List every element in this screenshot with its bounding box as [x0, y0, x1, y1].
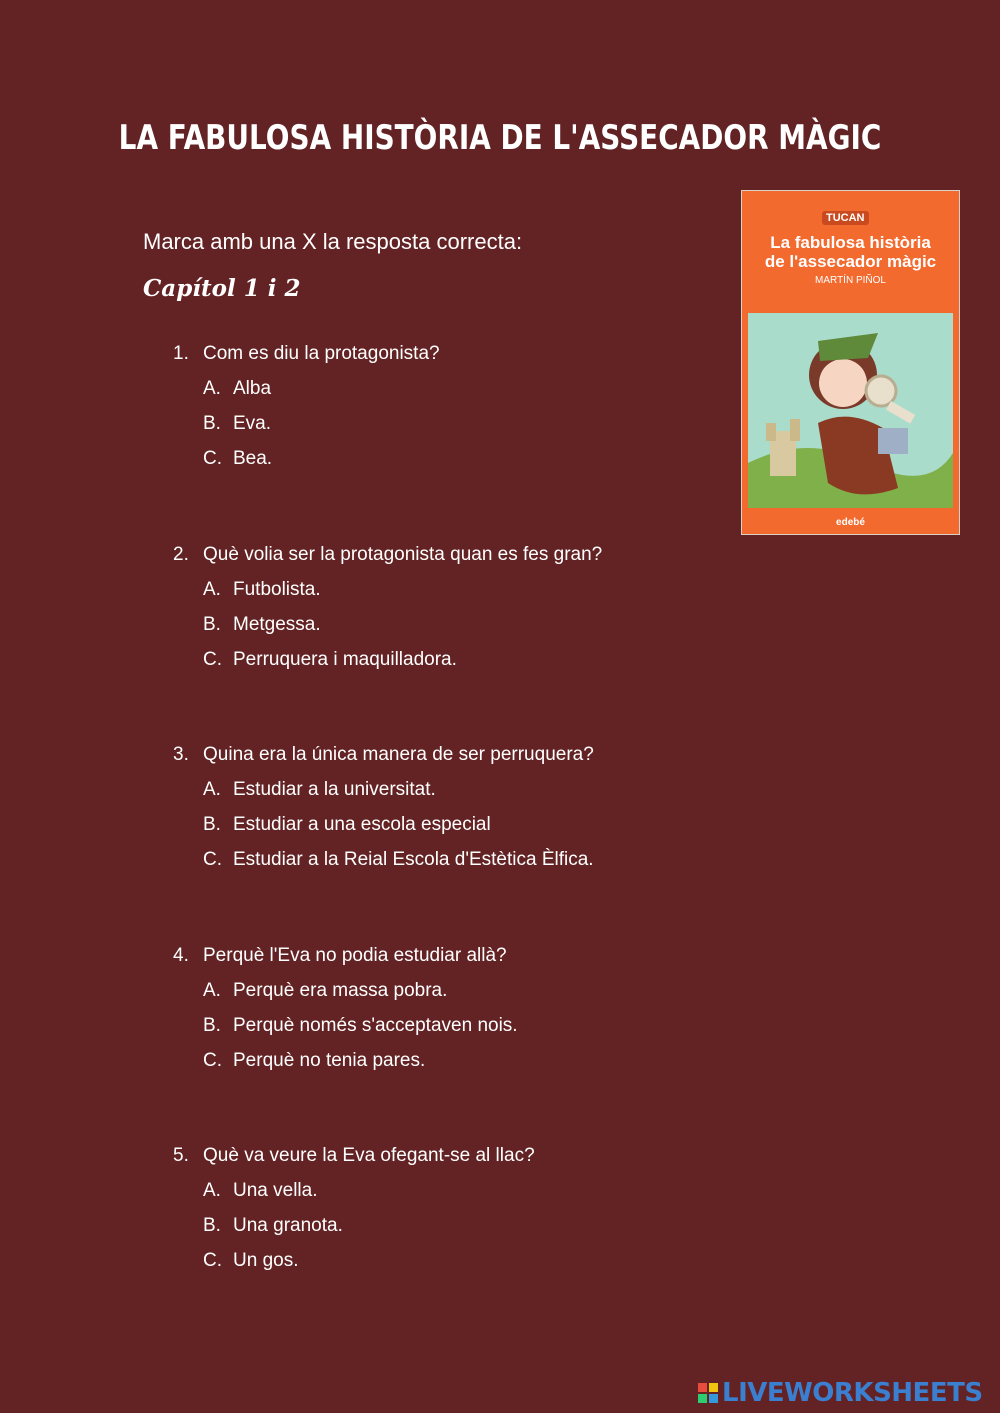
cover-title-line-2: de l'assecador màgic — [764, 252, 937, 271]
option-c[interactable] — [173, 441, 733, 476]
option-a[interactable] — [173, 973, 733, 1008]
chapter-heading: Capítol 1 i 2 — [143, 275, 301, 302]
option-letter: C. — [203, 1250, 222, 1271]
option-letter: A. — [203, 378, 221, 399]
option-text: Perquè només s'acceptaven nois. — [233, 1015, 518, 1036]
question-label: Què volia ser la protagonista quan es fes gran? — [203, 544, 603, 565]
question-number: 5. — [173, 1145, 189, 1166]
question-text — [173, 336, 733, 371]
option-text: Perquè era massa pobra. — [233, 980, 448, 1001]
option-c[interactable] — [173, 1043, 733, 1078]
option-letter: C. — [203, 849, 222, 870]
question-1 — [173, 336, 733, 476]
option-text: Una granota. — [233, 1215, 343, 1236]
option-a[interactable] — [173, 572, 733, 607]
cover-face — [819, 359, 867, 407]
option-b[interactable] — [173, 1208, 733, 1243]
option-letter: A. — [203, 579, 221, 600]
liveworksheets-logo-icon — [698, 1383, 718, 1403]
option-letter: B. — [203, 814, 221, 835]
option-c[interactable] — [173, 1243, 733, 1278]
option-a[interactable] — [173, 1173, 733, 1208]
cover-apron — [878, 428, 908, 454]
question-number: 2. — [173, 544, 189, 565]
cover-illustration — [748, 313, 953, 508]
question-label: Quina era la única manera de ser perruquera? — [203, 744, 594, 765]
book-cover — [741, 190, 960, 535]
option-letter: C. — [203, 448, 222, 469]
option-letter: A. — [203, 1180, 221, 1201]
option-a[interactable] — [173, 772, 733, 807]
option-letter: B. — [203, 1215, 221, 1236]
option-letter: C. — [203, 1050, 222, 1071]
question-4 — [173, 938, 733, 1078]
worksheet-title: LA FABULOSA HISTÒRIA DE L'ASSECADOR MÀGIC — [118, 118, 882, 158]
cover-title-line-1: La fabulosa història — [770, 233, 931, 252]
option-c[interactable] — [173, 642, 733, 677]
cover-castle-tower — [766, 423, 776, 441]
option-text: Perquè no tenia pares. — [233, 1050, 426, 1071]
option-letter: A. — [203, 980, 221, 1001]
cover-publisher: edebé — [836, 517, 865, 528]
question-text — [173, 737, 733, 772]
question-2 — [173, 537, 733, 677]
question-label: Com es diu la protagonista? — [203, 343, 440, 364]
question-number: 1. — [173, 343, 189, 364]
question-label: Perquè l'Eva no podia estudiar allà? — [203, 945, 507, 966]
question-label: Què va veure la Eva ofegant-se al llac? — [203, 1145, 535, 1166]
option-letter: B. — [203, 413, 221, 434]
question-text — [173, 1138, 733, 1173]
option-text: Metgessa. — [233, 614, 321, 635]
option-text: Perruquera i maquilladora. — [233, 649, 457, 670]
cover-castle-tower — [790, 419, 800, 441]
liveworksheets-watermark — [698, 1378, 983, 1408]
option-text: Bea. — [233, 448, 273, 469]
option-letter: C. — [203, 649, 222, 670]
option-a[interactable] — [173, 371, 733, 406]
option-b[interactable] — [173, 607, 733, 642]
publisher-logo: TUCAN — [822, 211, 869, 225]
option-text: Futbolista. — [233, 579, 321, 600]
option-b[interactable] — [173, 406, 733, 441]
option-text: Una vella. — [233, 1180, 318, 1201]
question-3 — [173, 737, 733, 877]
option-text: Alba — [233, 378, 272, 399]
question-text — [173, 537, 733, 572]
option-letter: A. — [203, 779, 221, 800]
option-text: Un gos. — [233, 1250, 299, 1271]
watermark-text: LIVEWORKSHEETS — [722, 1378, 983, 1408]
option-text: Eva. — [233, 413, 272, 434]
question-number: 3. — [173, 744, 189, 765]
instruction-text: Marca amb una X la resposta correcta: — [143, 229, 523, 254]
cover-title — [742, 233, 959, 271]
option-c[interactable] — [173, 842, 733, 877]
question-5 — [173, 1138, 733, 1278]
option-b[interactable] — [173, 807, 733, 842]
cover-author: MARTÍN PIÑOL — [815, 275, 886, 286]
question-number: 4. — [173, 945, 189, 966]
option-text: Estudiar a la universitat. — [233, 779, 436, 800]
option-letter: B. — [203, 1015, 221, 1036]
question-text — [173, 938, 733, 973]
option-text: Estudiar a la Reial Escola d'Estètica Èlfica. — [233, 849, 594, 870]
option-letter: B. — [203, 614, 221, 635]
option-text: Estudiar a una escola especial — [233, 814, 491, 835]
option-b[interactable] — [173, 1008, 733, 1043]
